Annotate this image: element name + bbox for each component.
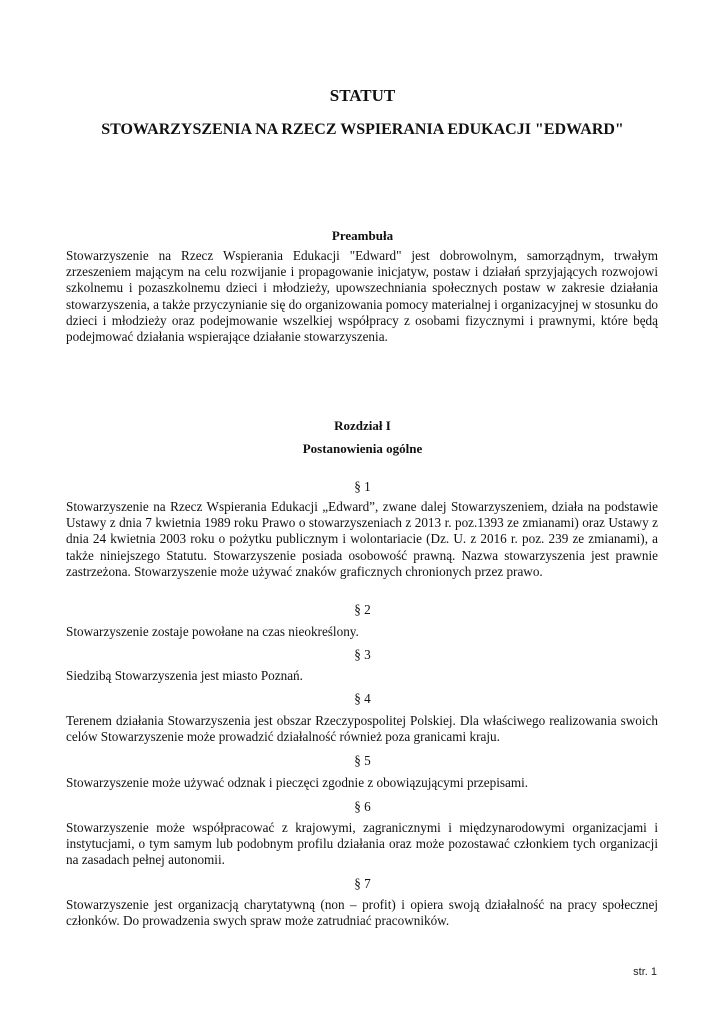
section-mark: § 7 xyxy=(354,876,371,891)
page-number: str. 1 xyxy=(633,966,657,978)
document-title: STATUT xyxy=(329,86,396,105)
section-mark: § 5 xyxy=(354,753,371,768)
section-text: Stowarzyszenie może używać odznak i pieczęci zgodnie z obowiązującymi przepisami. xyxy=(66,775,529,790)
section-mark: § 4 xyxy=(354,691,371,706)
chapter-title: Postanowienia ogólne xyxy=(302,441,423,456)
section-text: Terenem działania Stowarzyszenia jest obszar Rzeczypospolitej Polskiej. Dla właściwego realizowania swoich celów Stowarzyszenie może prowadzić działalność również poza granicami kraju. xyxy=(66,713,658,745)
section-text: Stowarzyszenie zostaje powołane na czas nieokreślony. xyxy=(66,624,359,639)
section-mark: § 2 xyxy=(354,602,371,617)
section-mark: § 1 xyxy=(354,479,371,494)
section-text: Stowarzyszenie może współpracować z krajowymi, zagranicznymi i międzynarodowymi organizacjami i instytucjami, o tym samym lub podobnym profilu działania oraz może pozostawać członkiem tych organizacji na zasadach pełnej autonomii. xyxy=(66,820,658,868)
chapter-number: Rozdział I xyxy=(334,418,391,433)
document-subtitle: STOWARZYSZENIA NA RZECZ WSPIERANIA EDUKACJI "EDWARD" xyxy=(101,121,624,138)
preamble-text: Stowarzyszenie na Rzecz Wspierania Edukacji "Edward" jest dobrowolnym, samorządnym, trwałym zrzeszeniem mającym na celu rozwijanie i propagowanie inicjatyw, postaw i działań sprzyjających rozwojowi szkolnemu i pozaszkolnemu dzieci i młodzieży, upowszechniania społecznych postaw w zakresie działania stowarzyszenia, a także przyczynianie się do organizowania pomocy materialnej i organizacyjnej w stosunku do dzieci i młodzieży oraz podejmowanie wszelkiej współpracy z osobami fizycznymi i prawnymi, które będą podejmować działania wspierające działanie stowarzyszenia. xyxy=(66,248,659,345)
section-text: Stowarzyszenie jest organizacją charytatywną (non – profit) i opiera swoją działalność na pracy społecznej członków. Do prowadzenia swych spraw może zatrudniać pracowników. xyxy=(66,897,658,929)
preamble-heading: Preambuła xyxy=(331,228,394,243)
section-text: Siedzibą Stowarzyszenia jest miasto Poznań. xyxy=(66,668,303,683)
section-text: Stowarzyszenie na Rzecz Wspierania Edukacji „Edward”, zwane dalej Stowarzyszeniem, działa na podstawie Ustawy z dnia 7 kwietnia 1989 roku Prawo o stowarzyszeniach z 2013 r. poz.1393 ze zmianami) oraz Ustawy z dnia 24 kwietnia 2003 roku o pożytku publicznym i wolontariacie (Dz. U. z 2016 r. poz. 239 ze zmianami), a także niniejszego Statutu. Stowarzyszenie posiada osobowość prawną. Nazwa stowarzyszenia jest prawnie zastrzeżona. Stowarzyszenie może używać znaków graficznych chronionych przez prawo. xyxy=(66,499,658,579)
section-mark: § 6 xyxy=(354,799,371,814)
section-mark: § 3 xyxy=(354,647,371,662)
